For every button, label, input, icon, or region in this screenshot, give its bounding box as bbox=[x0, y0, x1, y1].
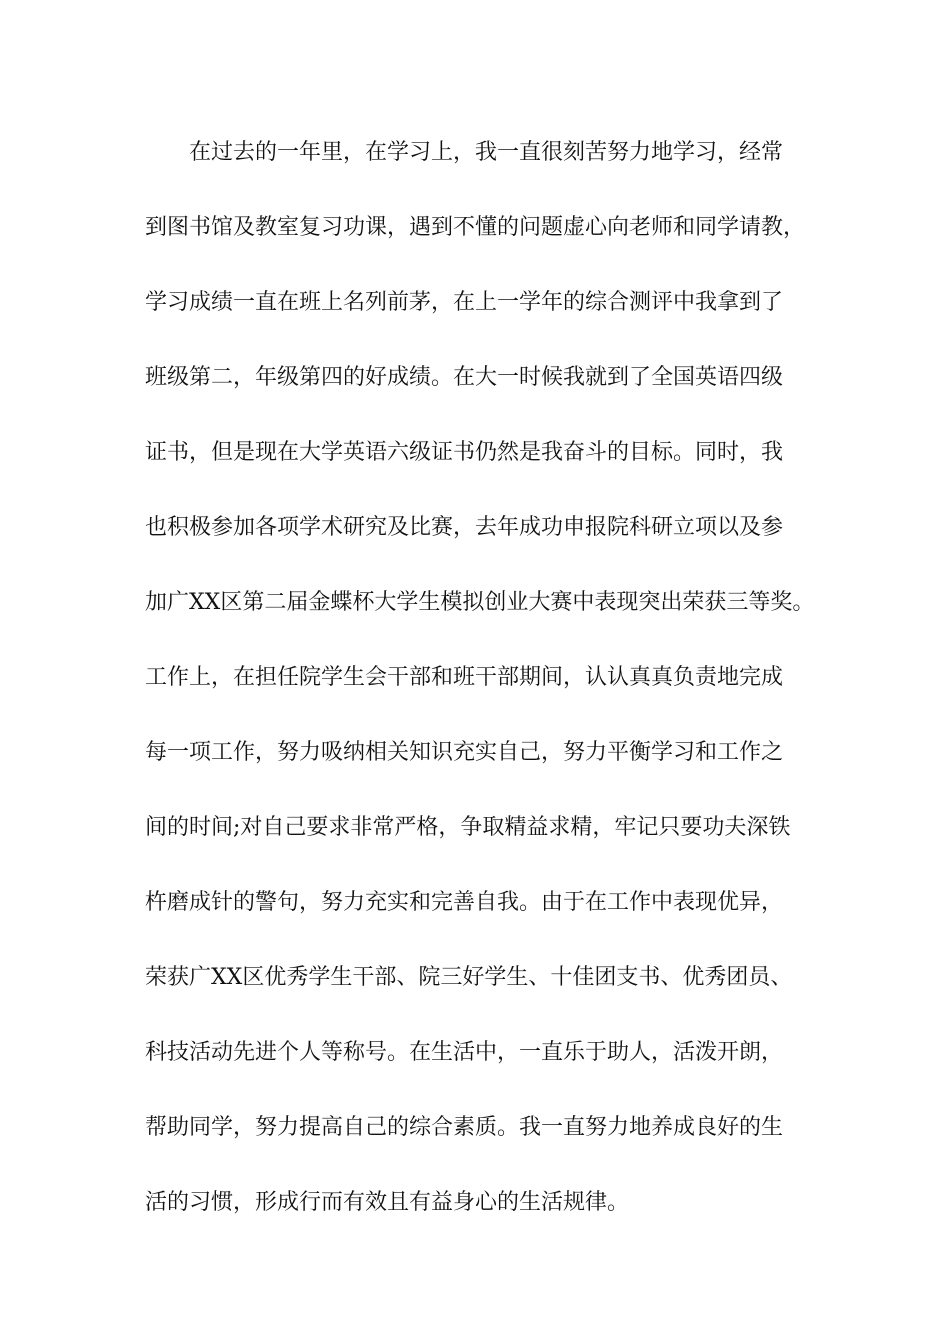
body-paragraph bbox=[145, 131, 825, 1256]
text-line: 班级第二，年级第四的好成绩。在大一时候我就到了全国英语四级 bbox=[145, 365, 784, 390]
text-line: 间的时间;对自己要求非常严格，争取精益求精，牢记只要功夫深铁 bbox=[145, 815, 791, 840]
text-line: 科技活动先进个人等称号。在生活中，一直乐于助人，活泼开朗， bbox=[145, 1040, 784, 1065]
text-line: 学习成绩一直在班上名列前茅，在上一学年的综合测评中我拿到了 bbox=[145, 290, 784, 315]
text-line: 荣获广XX区优秀学生干部、院三好学生、十佳团支书、优秀团员、 bbox=[145, 965, 793, 990]
text-line: 工作上，在担任院学生会干部和班干部期间，认认真真负责地完成 bbox=[145, 665, 784, 690]
text-line: 加广XX区第二届金蝶杯大学生模拟创业大赛中表现突出荣获三等奖。 bbox=[145, 590, 815, 615]
text-line: 帮助同学，努力提高自己的综合素质。我一直努力地养成良好的生 bbox=[145, 1115, 784, 1140]
text-line: 活的习惯，形成行而有效且有益身心的生活规律。 bbox=[145, 1190, 630, 1215]
text-line: 杵磨成针的警句，努力充实和完善自我。由于在工作中表现优异， bbox=[145, 890, 784, 915]
text-line: 在过去的一年里，在学习上，我一直很刻苦努力地学习，经常 bbox=[189, 140, 784, 165]
text-line: 到图书馆及教室复习功课，遇到不懂的问题虚心向老师和同学请教， bbox=[145, 215, 806, 240]
text-line: 证书，但是现在大学英语六级证书仍然是我奋斗的目标。同时，我 bbox=[145, 440, 784, 465]
text-line: 也积极参加各项学术研究及比赛，去年成功申报院科研立项以及参 bbox=[145, 515, 784, 540]
text-line: 每一项工作，努力吸纳相关知识充实自己，努力平衡学习和工作之 bbox=[145, 740, 784, 765]
